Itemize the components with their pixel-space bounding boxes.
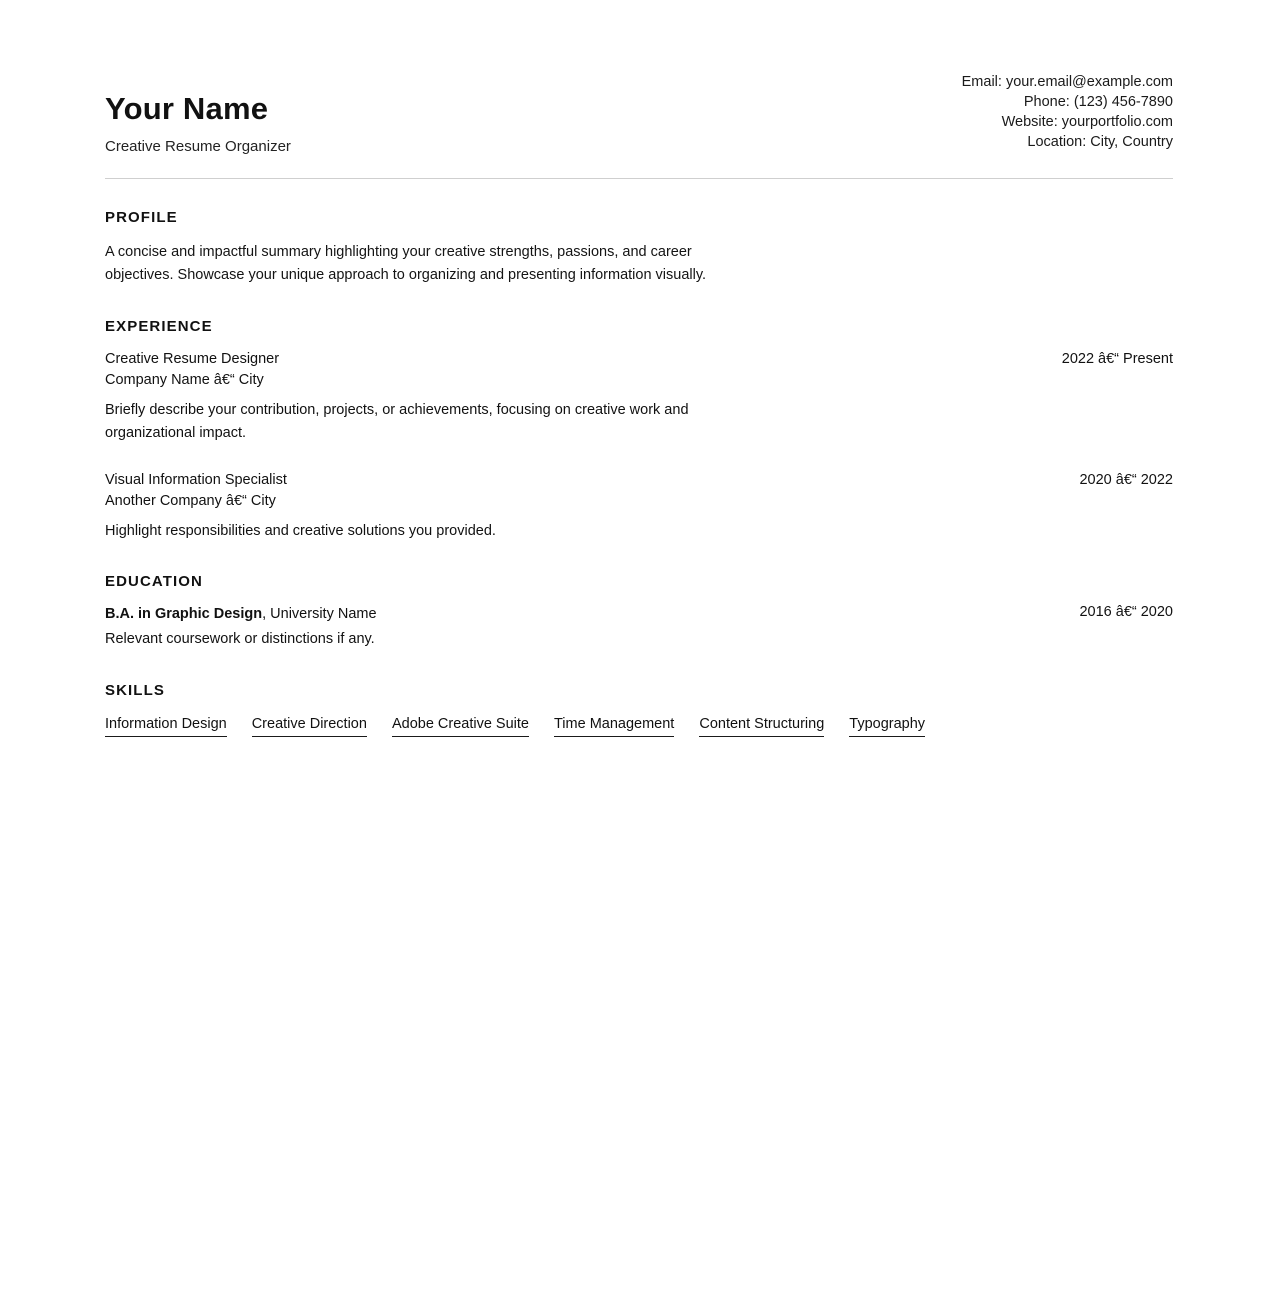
identity-block	[105, 70, 291, 156]
job-description: Highlight responsibilities and creative solutions you provided.	[105, 522, 496, 539]
contact-location: Location: City, Country	[1027, 134, 1173, 150]
job-company: Another Company â€“ City	[105, 492, 276, 509]
contact-block	[962, 70, 1173, 152]
skill-item: Time Management	[554, 713, 674, 737]
profile-summary: A concise and impactful summary highlighting your creative strengths, passions, and career objectives. Showcase your unique approach to organizing and presenting information visually.	[105, 243, 707, 284]
contact-phone: Phone: (123) 456-7890	[1023, 94, 1173, 110]
skills-section-title: SKILLS	[105, 682, 165, 700]
contact-website: Website: yourportfolio.com	[1001, 114, 1173, 130]
experience-item-identity	[105, 470, 287, 512]
education-dates: 2016 â€“ 2020	[1079, 604, 1173, 621]
job-title: Visual Information Specialist	[105, 471, 287, 488]
experience-section-title: EXPERIENCE	[105, 317, 213, 335]
skill-item: Typography	[849, 713, 925, 737]
experience-item	[105, 470, 1173, 544]
skill-item: Content Structuring	[699, 713, 824, 737]
profile-section-title: PROFILE	[105, 209, 178, 227]
skill-item: Adobe Creative Suite	[392, 713, 529, 737]
education-degree: B.A. in Graphic Design	[105, 606, 263, 623]
profile-section	[105, 209, 1173, 288]
experience-item	[105, 349, 1173, 446]
job-dates: 2022 â€“ Present	[1061, 350, 1173, 367]
contact-email: Email: your.email@example.com	[961, 74, 1173, 90]
skill-item: Information Design	[105, 713, 227, 737]
experience-section	[105, 318, 1173, 544]
education-section	[105, 573, 1173, 650]
resume-header	[105, 70, 1173, 179]
job-company: Company Name â€“ City	[105, 371, 264, 388]
education-section-title: EDUCATION	[105, 573, 203, 591]
skills-section	[105, 682, 1173, 737]
experience-item-header	[105, 470, 1173, 512]
education-item-header	[105, 604, 1173, 625]
job-description: Briefly describe your contribution, projects, or achievements, focusing on creative work and organizational impact.	[105, 401, 689, 442]
education-note: Relevant coursework or distinctions if any.	[105, 631, 375, 648]
professional-role: Creative Resume Organizer	[105, 138, 291, 156]
experience-item-identity	[105, 349, 279, 391]
education-item-identity	[105, 604, 377, 625]
job-title: Creative Resume Designer	[105, 350, 280, 367]
skill-item: Creative Direction	[252, 713, 367, 737]
skills-list	[105, 713, 1173, 737]
experience-item-header	[105, 349, 1173, 391]
job-dates: 2020 â€“ 2022	[1079, 471, 1173, 488]
page-title: Your Name	[105, 91, 269, 126]
education-institution: , University Name	[262, 606, 377, 623]
